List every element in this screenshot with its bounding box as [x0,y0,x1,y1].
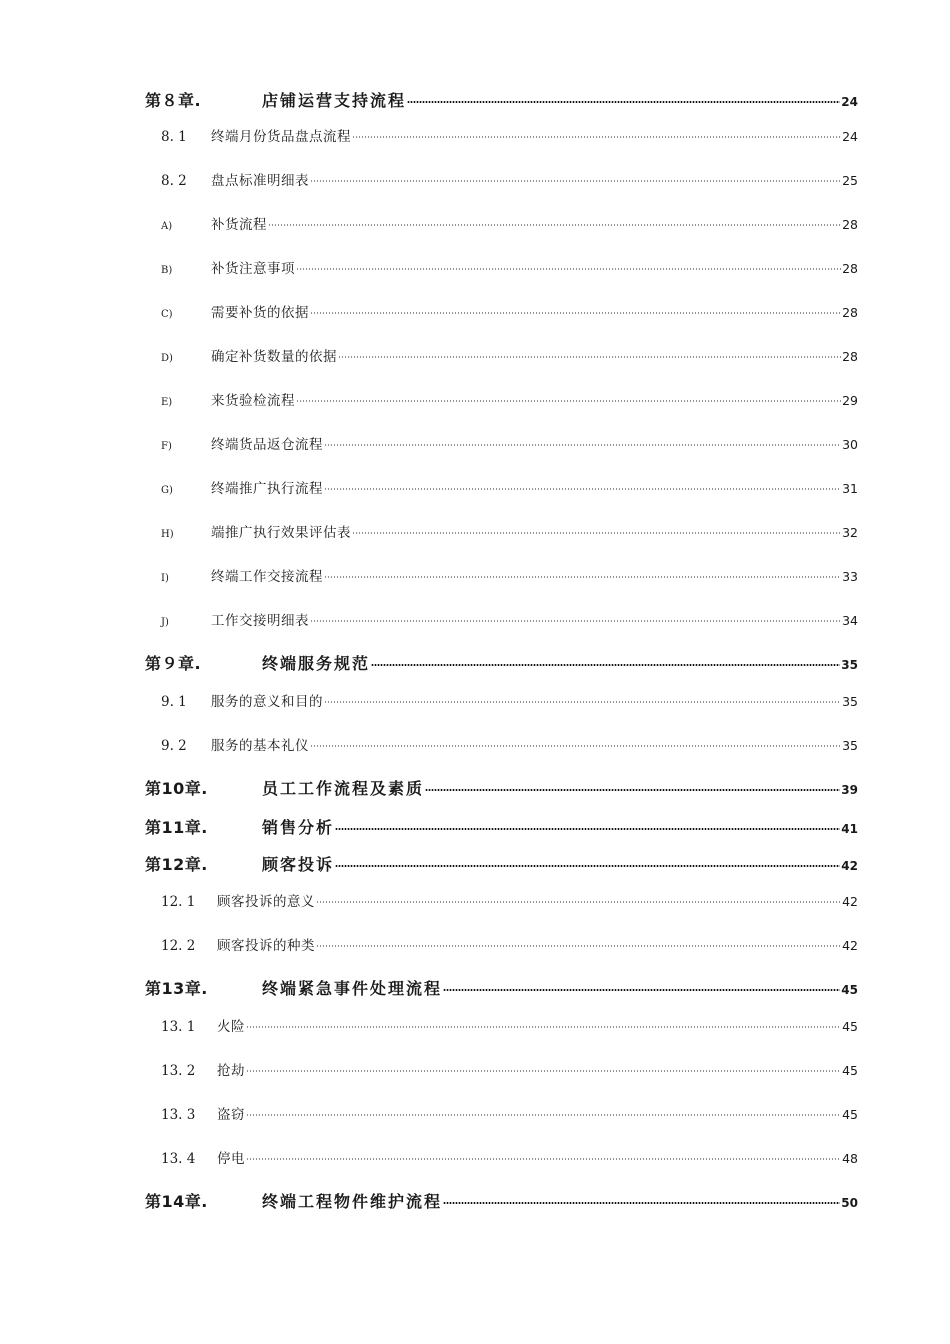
toc-entry-section[interactable] [145,169,858,189]
toc-dot-leader [324,444,841,446]
toc-entry-title: 抢劫 [217,1063,245,1079]
toc-entry-title: 端推广执行效果评估表 [211,525,351,541]
toc-entry-section[interactable] [145,690,858,710]
toc-entry-number: 13. 2 [161,1063,196,1079]
toc-entry-page-number: 35 [841,658,858,672]
toc-dot-leader [443,989,840,991]
toc-entry-page-number: 45 [842,1019,858,1034]
toc-entry-title: 工作交接明细表 [211,613,309,629]
toc-entry-title: 员工工作流程及素质 [262,779,425,798]
toc-entry-title: 停电 [217,1151,245,1167]
toc-entry-title: 终端工程物件维护流程 [262,1192,443,1211]
toc-entry-number: B) [161,265,173,276]
toc-entry-page-number: 45 [841,983,858,997]
toc-entry-chapter[interactable] [145,776,858,799]
toc-entry-number: 第14章. [145,1192,208,1211]
toc-dot-leader [310,620,841,622]
toc-dot-leader [316,901,841,903]
toc-entry-title: 盗窃 [217,1107,245,1123]
toc-entry-title: 终端货品返仓流程 [211,437,323,453]
toc-entry-page-number: 31 [842,481,858,496]
toc-entry-item[interactable] [145,213,858,233]
toc-entry-title: 店铺运营支持流程 [262,91,407,110]
toc-entry-page-number: 29 [842,393,858,408]
toc-entry-page-number: 28 [842,349,858,364]
toc-dot-leader [310,745,841,747]
toc-dot-leader [296,268,841,270]
toc-dot-leader [352,136,841,138]
toc-entry-page-number: 45 [842,1063,858,1078]
toc-dot-leader [352,532,841,534]
toc-entry-section[interactable] [145,1147,858,1167]
toc-entry-item[interactable] [145,433,858,453]
toc-dot-leader [310,180,841,182]
toc-entry-chapter[interactable] [145,1189,858,1212]
toc-entry-page-number: 30 [842,437,858,452]
toc-dot-leader [335,865,840,867]
toc-entry-section[interactable] [145,1059,858,1079]
toc-entry-number: 第12章. [145,855,208,874]
toc-entry-title: 补货注意事项 [211,261,295,277]
toc-entry-number: 9. 2 [161,738,187,754]
toc-entry-section[interactable] [145,1015,858,1035]
toc-dot-leader [324,701,841,703]
toc-entry-title: 服务的意义和目的 [211,694,323,710]
toc-entry-number: 第10章. [145,779,208,798]
toc-entry-page-number: 35 [842,738,858,753]
toc-entry-page-number: 28 [842,261,858,276]
toc-entry-chapter[interactable] [145,815,858,838]
toc-entry-number: 13. 3 [161,1107,196,1123]
toc-entry-title: 终端推广执行流程 [211,481,323,497]
toc-entry-title: 服务的基本礼仪 [211,738,309,754]
toc-entry-page-number: 32 [842,525,858,540]
toc-entry-section[interactable] [145,890,858,910]
toc-entry-item[interactable] [145,345,858,365]
toc-entry-number: 12. 1 [161,894,196,910]
toc-entry-page-number: 28 [842,217,858,232]
toc-entry-number: 第13章. [145,979,208,998]
toc-entry-number: C) [161,309,173,320]
toc-entry-number: 13. 4 [161,1151,196,1167]
toc-dot-leader [246,1114,841,1116]
toc-entry-title: 顾客投诉的意义 [217,894,315,910]
toc-entry-number: 8. 2 [161,173,187,189]
toc-entry-number: G) [161,485,173,496]
toc-dot-leader [338,356,841,358]
toc-entry-page-number: 25 [842,173,858,188]
toc-entry-item[interactable] [145,389,858,409]
toc-entry-section[interactable] [145,125,858,145]
toc-dot-leader [316,945,841,947]
toc-entry-title: 来货验检流程 [211,393,295,409]
toc-dot-leader [324,576,841,578]
toc-dot-leader [268,224,841,226]
toc-entry-page-number: 39 [841,783,858,797]
toc-entry-title: 补货流程 [211,217,267,233]
toc-dot-leader [443,1202,840,1204]
toc-dot-leader [246,1070,841,1072]
toc-entry-page-number: 34 [842,613,858,628]
toc-entry-title: 顾客投诉 [262,855,335,874]
toc-entry-page-number: 28 [842,305,858,320]
toc-entry-item[interactable] [145,565,858,585]
toc-entry-number: 第８章. [145,91,202,110]
toc-entry-page-number: 48 [842,1151,858,1166]
toc-entry-title: 盘点标准明细表 [211,173,309,189]
toc-entry-number: 8. 1 [161,129,187,145]
toc-entry-number: F) [161,441,172,452]
toc-entry-item[interactable] [145,257,858,277]
toc-entry-title: 终端工作交接流程 [211,569,323,585]
toc-entry-item[interactable] [145,477,858,497]
toc-entry-item[interactable] [145,301,858,321]
toc-entry-title: 顾客投诉的种类 [217,938,315,954]
toc-dot-leader [371,664,840,666]
toc-dot-leader [246,1158,841,1160]
toc-entry-number: 第９章. [145,654,202,673]
toc-entry-number: E) [161,397,173,408]
toc-entry-title: 确定补货数量的依据 [211,349,337,365]
toc-entry-page-number: 50 [841,1196,858,1210]
toc-entry-page-number: 24 [842,129,858,144]
toc-dot-leader [296,400,841,402]
toc-entry-item[interactable] [145,521,858,541]
toc-entry-section[interactable] [145,734,858,754]
toc-entry-section[interactable] [145,934,858,954]
toc-entry-page-number: 33 [842,569,858,584]
toc-entry-number: J) [161,617,169,628]
toc-entry-page-number: 42 [842,938,858,953]
toc-entry-number: 9. 1 [161,694,187,710]
toc-entry-page-number: 42 [842,894,858,909]
toc-entry-number: D) [161,353,173,364]
toc-dot-leader [246,1026,841,1028]
toc-entry-number: A) [161,221,173,232]
toc-dot-leader [335,828,840,830]
toc-dot-leader [407,101,840,103]
toc-entry-title: 销售分析 [262,818,335,837]
toc-entry-number: 12. 2 [161,938,196,954]
toc-entry-title: 需要补货的依据 [211,305,309,321]
toc-entry-item[interactable] [145,609,858,629]
toc-entry-section[interactable] [145,1103,858,1123]
toc-entry-page-number: 41 [841,822,858,836]
toc-entry-page-number: 35 [842,694,858,709]
toc-entry-number: 13. 1 [161,1019,196,1035]
toc-entry-title: 终端紧急事件处理流程 [262,979,443,998]
toc-entry-title: 终端服务规范 [262,654,371,673]
toc-entry-title: 终端月份货品盘点流程 [211,129,351,145]
toc-entry-chapter[interactable] [145,651,858,674]
toc-dot-leader [310,312,841,314]
toc-dot-leader [324,488,841,490]
toc-entry-number: I) [161,573,169,584]
toc-entry-number: 第11章. [145,818,208,837]
toc-entry-page-number: 24 [841,95,858,109]
toc-entry-chapter[interactable] [145,976,858,999]
toc-entry-number: H) [161,529,174,540]
toc-dot-leader [425,789,840,791]
toc-entry-page-number: 42 [841,859,858,873]
toc-entry-title: 火险 [217,1019,245,1035]
toc-entry-chapter[interactable] [145,88,858,111]
toc-entry-chapter[interactable] [145,852,858,875]
toc-entry-page-number: 45 [842,1107,858,1122]
